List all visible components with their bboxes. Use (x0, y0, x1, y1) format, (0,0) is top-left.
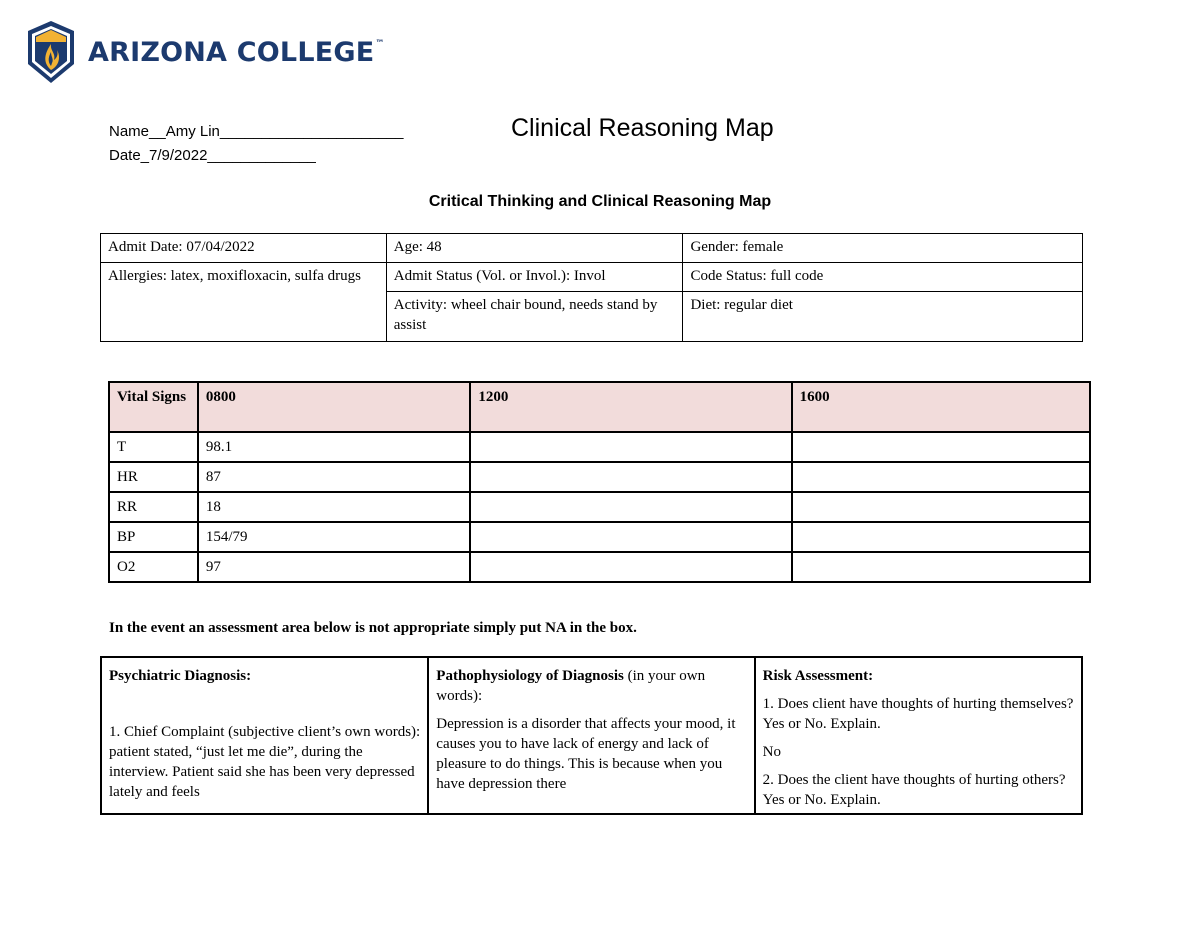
pathophysiology-title: Pathophysiology of Diagnosis (in your own words): (436, 668, 706, 704)
vital-value (792, 462, 1090, 492)
gender-cell: Gender: female (683, 234, 1083, 263)
vitals-header-cell: 1600 (792, 382, 1090, 432)
vital-value: 18 (198, 492, 470, 522)
chief-complaint-text: 1. Chief Complaint (subjective client’s own words): patient stated, “just let me die”, during the interview. Patient said she has been very depressed lately and feels (109, 724, 421, 800)
vitals-header-cell: 0800 (198, 382, 470, 432)
allergies-cell: Allergies: latex, moxifloxacin, sulfa drugs (101, 263, 387, 342)
risk-assessment-title: Risk Assessment: (762, 668, 874, 684)
activity-cell: Activity: wheel chair bound, needs stand by assist (386, 292, 683, 342)
admit-status-cell: Admit Status (Vol. or Invol.): Invol (386, 263, 683, 292)
vital-label: BP (109, 522, 198, 552)
vital-label: RR (109, 492, 198, 522)
vital-value: 97 (198, 552, 470, 582)
name-field: Name__Amy Lin______________________ (109, 123, 404, 140)
diet-cell: Diet: regular diet (683, 292, 1083, 342)
vital-value (470, 522, 791, 552)
risk-answer-1: No (762, 744, 782, 760)
pathophysiology-cell (428, 657, 754, 814)
assessment-table (100, 656, 1083, 815)
shield-flame-icon (26, 20, 76, 84)
arizona-college-logo (26, 20, 385, 84)
table-row (109, 432, 1090, 462)
vital-label: T (109, 432, 198, 462)
risk-assessment-cell (755, 657, 1082, 814)
vital-value (470, 492, 791, 522)
table-row (109, 522, 1090, 552)
admit-date-cell: Admit Date: 07/04/2022 (101, 234, 387, 263)
date-field: Date_7/9/2022_____________ (109, 147, 316, 164)
vitals-header-cell: Vital Signs (109, 382, 198, 432)
logo-text: ARIZONA COLLEGE™ (88, 36, 385, 68)
vital-value (792, 552, 1090, 582)
age-cell: Age: 48 (386, 234, 683, 263)
vital-value (470, 462, 791, 492)
psychiatric-diagnosis-cell (101, 657, 428, 814)
vital-value (792, 492, 1090, 522)
vital-value: 154/79 (198, 522, 470, 552)
vital-value: 87 (198, 462, 470, 492)
vital-value (470, 552, 791, 582)
table-row (109, 552, 1090, 582)
pathophysiology-text: Depression is a disorder that affects your mood, it causes you to have lack of energy and lack of pleasure to do things. This is because when you have depression there (436, 716, 736, 792)
vital-label: O2 (109, 552, 198, 582)
vital-value (792, 522, 1090, 552)
vital-value (792, 432, 1090, 462)
vital-signs-table (108, 381, 1091, 583)
vital-label: HR (109, 462, 198, 492)
vital-value: 98.1 (198, 432, 470, 462)
instruction-note: In the event an assessment area below is not appropriate simply put NA in the box. (109, 620, 637, 636)
patient-info-table (100, 233, 1083, 342)
risk-question-2: 2. Does the client have thoughts of hurting others? Yes or No. Explain. (762, 772, 1066, 808)
code-status-cell: Code Status: full code (683, 263, 1083, 292)
table-row (109, 492, 1090, 522)
section-subtitle: Critical Thinking and Clinical Reasoning Map (428, 193, 772, 210)
vital-value (470, 432, 791, 462)
risk-question-1: 1. Does client have thoughts of hurting themselves? Yes or No. Explain. (762, 696, 1074, 732)
page-title: Clinical Reasoning Map (511, 114, 774, 142)
table-row (109, 462, 1090, 492)
vitals-header-cell: 1200 (470, 382, 791, 432)
psychiatric-diagnosis-title: Psychiatric Diagnosis: (109, 668, 252, 684)
